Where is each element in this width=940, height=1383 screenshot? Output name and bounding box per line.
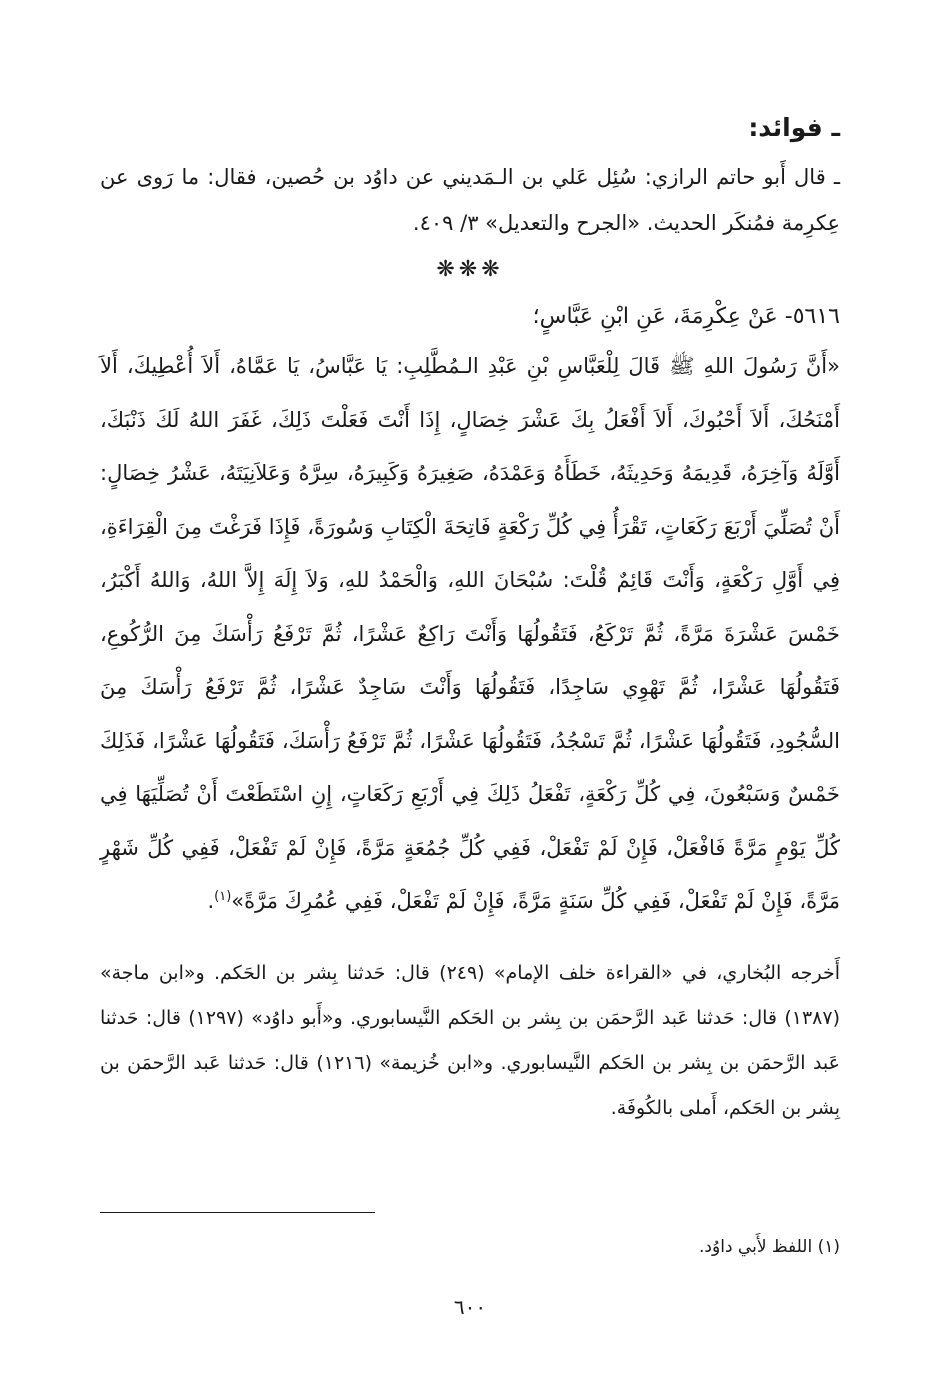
hadith-text <box>100 340 840 929</box>
footnote-marker[interactable]: (١) <box>214 889 232 904</box>
hadith-number: ٥٦١٦- <box>784 304 840 329</box>
footnote: (١) اللفظ لأَبي داوُد. <box>699 1237 840 1257</box>
section-separator: ❋❋❋ <box>436 257 504 282</box>
takhrij-paragraph: أَخرجه البُخاري، في «القراءة خلف الإمام» (٢٤٩) قال: حَدثنا بِشر بن الحَكم. و«ابن ماجة» (١٣٨٧) قال: حَدثنا عَبد الرَّحمَن بن بِشر بن الحَكم النَّيسابوري. و«أَبو داوُد» (١٢٩٧) قال: حَدثنا عَبد الرَّحمَن بن بِشر بن الحَكم النَّيسابوري. و«ابن خُزيمة» (١٢١٦) قال: حَدثنا عَبد الرَّحمَن بن بِشر بن الحَكم، أَملى بالكُوفَة. <box>100 961 841 1119</box>
hadith-matn: «أَنَّ رَسُولَ اللهِ ﷺ قَالَ لِلْعَبَّاسِ بْنِ عَبْدِ الـمُطَّلِبِ: يَا عَبَّاسُ، يَا عَمَّاهُ، أَلاَ أُعْطِيكَ، أَلاَ أَمْنَحُكَ، أَلاَ أَحْبُوكَ، أَلاَ أَفْعَلُ بِكَ عَشْرَ خِصَالٍ، إِذَا أَنْتَ فَعَلْتَ ذَلِكَ، غَفَرَ اللهُ لَكَ ذَنْبَكَ، أَوَّلَهُ وَآخِرَهُ، قَدِيمَهُ وَحَدِيثَهُ، خَطَأَهُ وَعَمْدَهُ، صَغِيرَهُ وَكَبِيرَهُ، سِرَّهُ وَعَلاَنِيَتَهُ، عَشْرُ خِصَالٍ: أَنْ تُصَلِّيَ أَرْبَعَ رَكَعَاتٍ، تَقْرَأُ فِي كُلِّ رَكْعَةٍ فَاتِحَةَ الْكِتَابِ وَسُورَةً، فَإِذَا فَرَغْتَ مِنَ الْقِرَاءَةِ، فِي أَوَّلِ رَكْعَةٍ، وَأَنْتَ قَائِمٌ قُلْتَ: سُبْحَانَ اللهِ، وَالْحَمْدُ للهِ، وَلاَ إِلَهَ إِلاَّ اللهُ، وَاللهُ أَكْبَرُ، خَمْسَ عَشْرَةَ مَرَّةً، ثُمَّ تَرْكَعُ، فَتَقُولُهَا وَأَنْتَ رَاكِعٌ عَشْرًا، ثُمَّ تَرْفَعُ رَأْسَكَ مِنَ الرُّكُوعِ، فَتَقُولُهَا عَشْرًا، ثُمَّ تَهْوِي سَاجِدًا، فَتَقُولُهَا وَأَنْتَ سَاجِدٌ عَشْرًا، ثُمَّ تَرْفَعُ رَأْسَكَ مِنَ السُّجُودِ، فَتَقُولُهَا عَشْرًا، ثُمَّ تَسْجُدُ، فَتَقُولُهَا عَشْرًا، ثُمَّ تَرْفَعُ رَأْسَكَ، فَتَقُولُهَا عَشْرًا، فَذَلِكَ خَمْسٌ وَسَبْعُونَ، فِي كُلِّ رَكْعَةٍ، تَفْعَلُ ذَلِكَ فِي أَرْبَعِ رَكَعَاتٍ، إِنِ اسْتَطَعْتَ أَنْ تُصَلِّيَهَا فِي كُلِّ يَوْمٍ مَرَّةً فَافْعَلْ، فَإِنْ لَمْ تَفْعَلْ، فَفِي كُلِّ جُمُعَةٍ مَرَّةً، فَإِنْ لَمْ تَفْعَلْ، فَفِي كُلِّ شَهْرٍ مَرَّةً، فَإِنْ لَمْ تَفْعَلْ، فَفِي كُلِّ سَنَةٍ مَرَّةً، فَإِنْ لَمْ تَفْعَلْ، فَفِي عُمُرِكَ مَرَّةً» <box>100 354 840 913</box>
hadith-header <box>100 294 840 340</box>
page-content <box>100 100 840 1131</box>
footnote-divider <box>100 1212 375 1213</box>
fawaid-heading: ـ فوائد: <box>748 113 840 142</box>
hadith-end-mark: . <box>207 889 215 913</box>
page-number: ٦٠٠ <box>453 1295 487 1319</box>
fawaid-note: ـ قال أَبو حاتم الرازي: سُئِل عَلي بن الـمَديني عن داوُد بن حُصين، فقال: ما رَوى عن عِكرِمة فمُنكَر الحديث. «الجرح والتعديل» ٣/ ٤٠٩. <box>100 165 840 235</box>
hadith-isnad: عَنْ عِكْرِمَةَ، عَنِ ابْنِ عَبَّاسٍ؛ <box>532 304 778 329</box>
